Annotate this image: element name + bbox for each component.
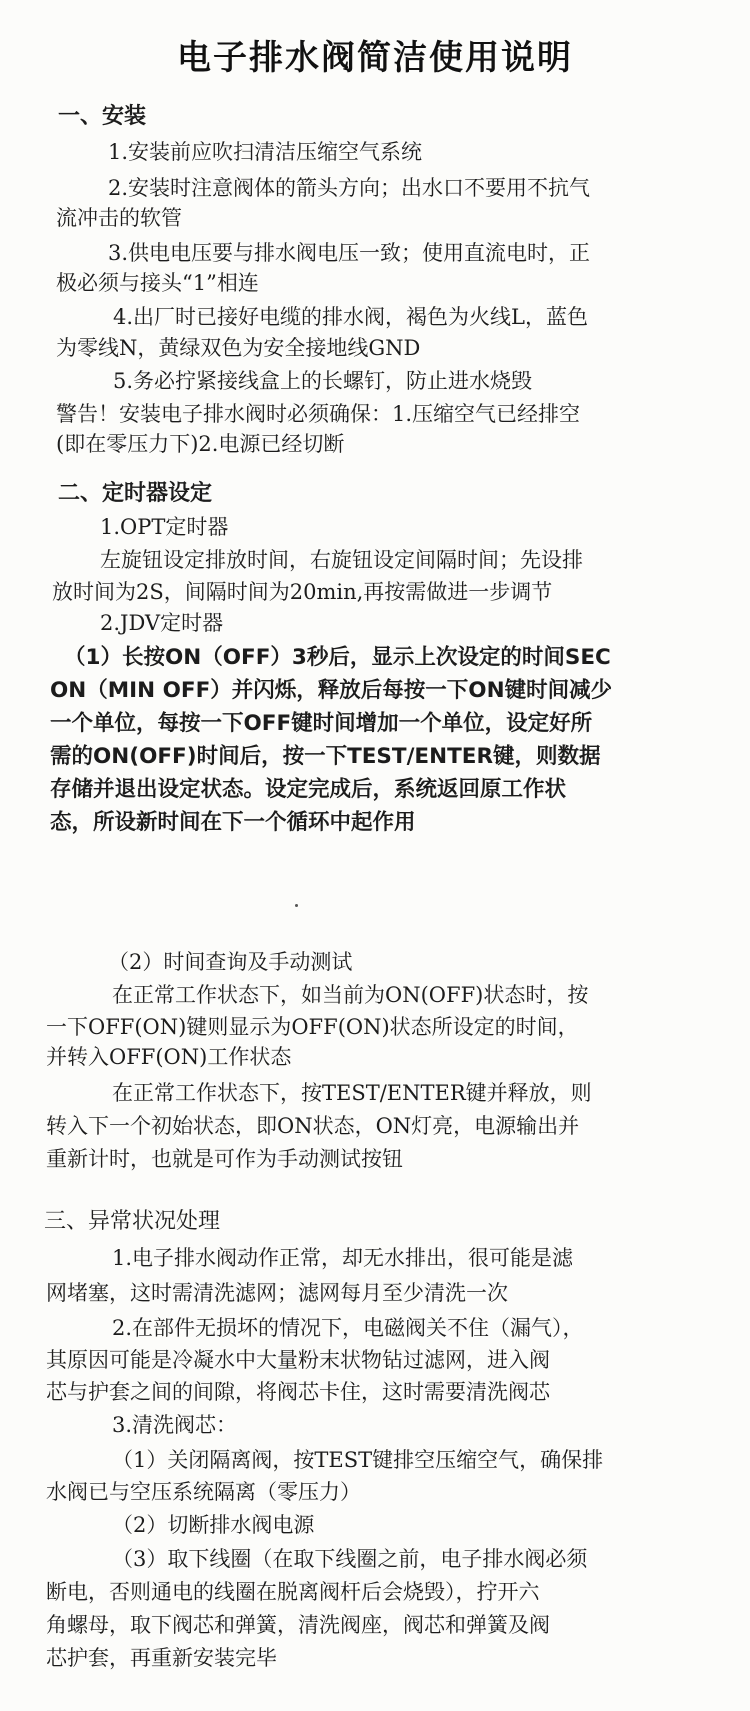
paragraph-line: 2.在部件无损坏的情况下，电磁阀关不住（漏气）， (112, 1316, 584, 1340)
paragraph-line: 并转入OFF(ON)工作状态 (46, 1045, 292, 1069)
warning-line: (即在零压力下)2.电源已经切断 (56, 432, 345, 456)
paragraph-line: 水阀已与空压系统隔离（零压力） (46, 1480, 361, 1504)
paragraph-line: 芯与护套之间的间隙，将阀芯卡住，这时需要清洗阀芯 (46, 1380, 550, 1404)
paragraph-line: 网堵塞，这时需清洗滤网；滤网每月至少清洗一次 (46, 1281, 508, 1305)
paragraph-line: 角螺母，取下阀芯和弹簧，清洗阀座，阀芯和弹簧及阀 (46, 1613, 550, 1637)
paragraph-line: 放时间为2S，间隔时间为20min,再按需做进一步调节 (52, 580, 553, 604)
paragraph-line: （3）取下线圈（在取下线圈之前，电子排水阀必须 (112, 1547, 588, 1571)
section-heading-timer: 二、定时器设定 (58, 481, 213, 506)
paragraph-line: 其原因可能是冷凝水中大量粉末状物钻过滤网，进入阀 (46, 1348, 550, 1372)
paragraph-line: 一下OFF(ON)键则显示为OFF(ON)状态所设定的时间， (46, 1015, 579, 1039)
paragraph-line: 3.供电电压要与排水阀电压一致；使用直流电时，正 (108, 241, 591, 265)
bold-paragraph-line: ON（MIN OFF）并闪烁，释放后每按一下ON键时间减少 (50, 678, 613, 703)
document-title: 电子排水阀简洁使用说明 (177, 38, 573, 78)
bold-paragraph-line: 需的ON(OFF)时间后，按一下TEST/ENTER键，则数据 (50, 744, 601, 769)
paragraph-line: （2）切断排水阀电源 (112, 1513, 315, 1537)
paragraph-line: 1.电子排水阀动作正常，却无水排出，很可能是滤 (112, 1246, 574, 1270)
paragraph-line: 1.OPT定时器 (100, 515, 229, 539)
paragraph-line: （1）关闭隔离阀，按TEST键排空压缩空气，确保排 (112, 1448, 604, 1472)
bold-paragraph-line: 存储并退出设定状态。设定完成后，系统返回原工作状 (50, 777, 567, 802)
paragraph-line: （2）时间查询及手动测试 (108, 950, 353, 974)
paragraph-line: 转入下一个初始状态，即ON状态，ON灯亮，电源输出并 (46, 1114, 580, 1138)
paragraph-line: 5.务必拧紧接线盒上的长螺钉，防止进水烧毁 (113, 369, 533, 393)
paragraph-line: 极必须与接头“1”相连 (56, 271, 259, 295)
paragraph-line: 流冲击的软管 (56, 206, 182, 230)
paragraph-line: 1.安装前应吹扫清洁压缩空气系统 (108, 140, 423, 164)
paragraph-line: 2.安装时注意阀体的箭头方向；出水口不要用不抗气 (108, 176, 591, 200)
paragraph-line: 左旋钮设定排放时间，右旋钮设定间隔时间；先设排 (100, 548, 583, 572)
bold-paragraph-line: 一个单位，每按一下OFF键时间增加一个单位，设定好所 (50, 711, 593, 736)
warning-line: 警告！安装电子排水阀时必须确保：1.压缩空气已经排空 (56, 402, 581, 426)
paragraph-line: 在正常工作状态下，如当前为ON(OFF)状态时，按 (112, 983, 589, 1007)
bold-paragraph-line: （1）长按ON（OFF）3秒后，显示上次设定的时间SEC (64, 645, 611, 670)
section-heading-troubleshooting: 三、异常状况处理 (44, 1209, 221, 1234)
paragraph-line: 在正常工作状态下，按TEST/ENTER键并释放，则 (112, 1081, 592, 1105)
scan-speck (295, 904, 298, 907)
paragraph-line: 4.出厂时已接好电缆的排水阀，褐色为火线L，蓝色 (113, 305, 588, 329)
paragraph-line: 重新计时，也就是可作为手动测试按钮 (46, 1147, 403, 1171)
paragraph-line: 2.JDV定时器 (100, 611, 224, 635)
paragraph-line: 芯护套，再重新安装完毕 (46, 1646, 277, 1670)
section-heading-install: 一、安装 (58, 104, 147, 129)
paragraph-line: 3.清洗阀芯： (112, 1413, 238, 1437)
paragraph-line: 断电，否则通电的线圈在脱离阀杆后会烧毁），拧开六 (46, 1580, 540, 1604)
bold-paragraph-line: 态，所设新时间在下一个循环中起作用 (50, 810, 416, 835)
paragraph-line: 为零线N，黄绿双色为安全接地线GND (56, 336, 421, 360)
